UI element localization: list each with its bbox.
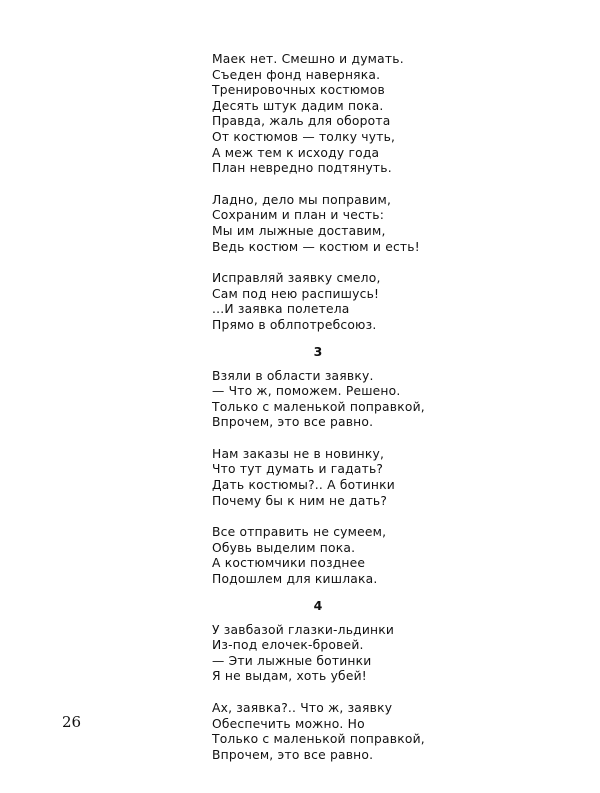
stanza-8 xyxy=(212,701,472,763)
verse-line: Только с маленькой поправкой, xyxy=(212,732,425,747)
verse-line: Из-под елочек-бровей. xyxy=(212,638,364,653)
verse-line: А костюмчики позднее xyxy=(212,556,366,571)
verse-line: Сохраним и план и честь: xyxy=(212,208,385,223)
verse-line: Обеспечить можно. Но xyxy=(212,716,365,731)
section-number: 4 xyxy=(313,597,323,613)
verse-line: Взяли в области заявку. xyxy=(212,368,374,383)
verse-line: Десять штук дадим пока. xyxy=(212,98,384,113)
verse-line: Впрочем, это все равно. xyxy=(212,415,374,430)
verse-line: Прямо в облпотребсоюз. xyxy=(212,317,377,332)
stanza-4 xyxy=(212,369,472,431)
verse-line: Съеден фонд наверняка. xyxy=(212,67,381,82)
section-number: 3 xyxy=(313,343,323,359)
verse-line: Ладно, дело мы поправим, xyxy=(212,192,392,207)
stanza-7 xyxy=(212,623,472,685)
stanza-5 xyxy=(212,447,472,509)
verse-line: Ведь костюм — костюм и есть! xyxy=(212,239,420,254)
verse-line: Только с маленькой поправкой, xyxy=(212,399,425,414)
stanza-2 xyxy=(212,193,472,255)
verse-line: ...И заявка полетела xyxy=(212,302,350,317)
verse-line: Правда, жаль для оборота xyxy=(212,114,391,129)
verse-line: От костюмов — толку чуть, xyxy=(212,129,396,144)
verse-line: Маек нет. Смешно и думать. xyxy=(212,52,404,66)
stanza-1 xyxy=(212,52,472,177)
verse-line: Сам под нею распишусь! xyxy=(212,286,380,301)
verse-line: Обувь выделим пока. xyxy=(212,540,356,555)
verse-line: Нам заказы не в новинку, xyxy=(212,446,385,461)
verse-line: — Что ж, поможем. Решено. xyxy=(212,384,401,399)
verse-line: А меж тем к исходу года xyxy=(212,145,380,160)
verse-line: Впрочем, это все равно. xyxy=(212,747,374,762)
stanza-3 xyxy=(212,271,472,333)
verse-line: Что тут думать и гадать? xyxy=(212,462,384,477)
verse-line: Дать костюмы?.. А ботинки xyxy=(212,478,395,493)
verse-line: Исправляй заявку смело, xyxy=(212,271,381,286)
verse-line: Мы им лыжные доставим, xyxy=(212,223,386,238)
verse-line: Почему бы к ним не дать? xyxy=(212,493,388,508)
verse-line: Подошлем для кишлака. xyxy=(212,572,378,587)
poem-body xyxy=(212,52,472,779)
verse-line: У завбазой глазки-льдинки xyxy=(212,622,395,637)
stanza-6 xyxy=(212,525,472,587)
verse-line: Ах, заявка?.. Что ж, заявку xyxy=(212,701,393,715)
page-number: 26 xyxy=(62,713,82,731)
verse-line: Я не выдам, хоть убей! xyxy=(212,669,367,684)
verse-line: Все отправить не сумеем, xyxy=(212,525,387,540)
verse-line: — Эти лыжные ботинки xyxy=(212,653,372,668)
verse-line: План невредно подтянуть. xyxy=(212,161,392,176)
verse-line: Тренировочных костюмов xyxy=(212,83,385,98)
